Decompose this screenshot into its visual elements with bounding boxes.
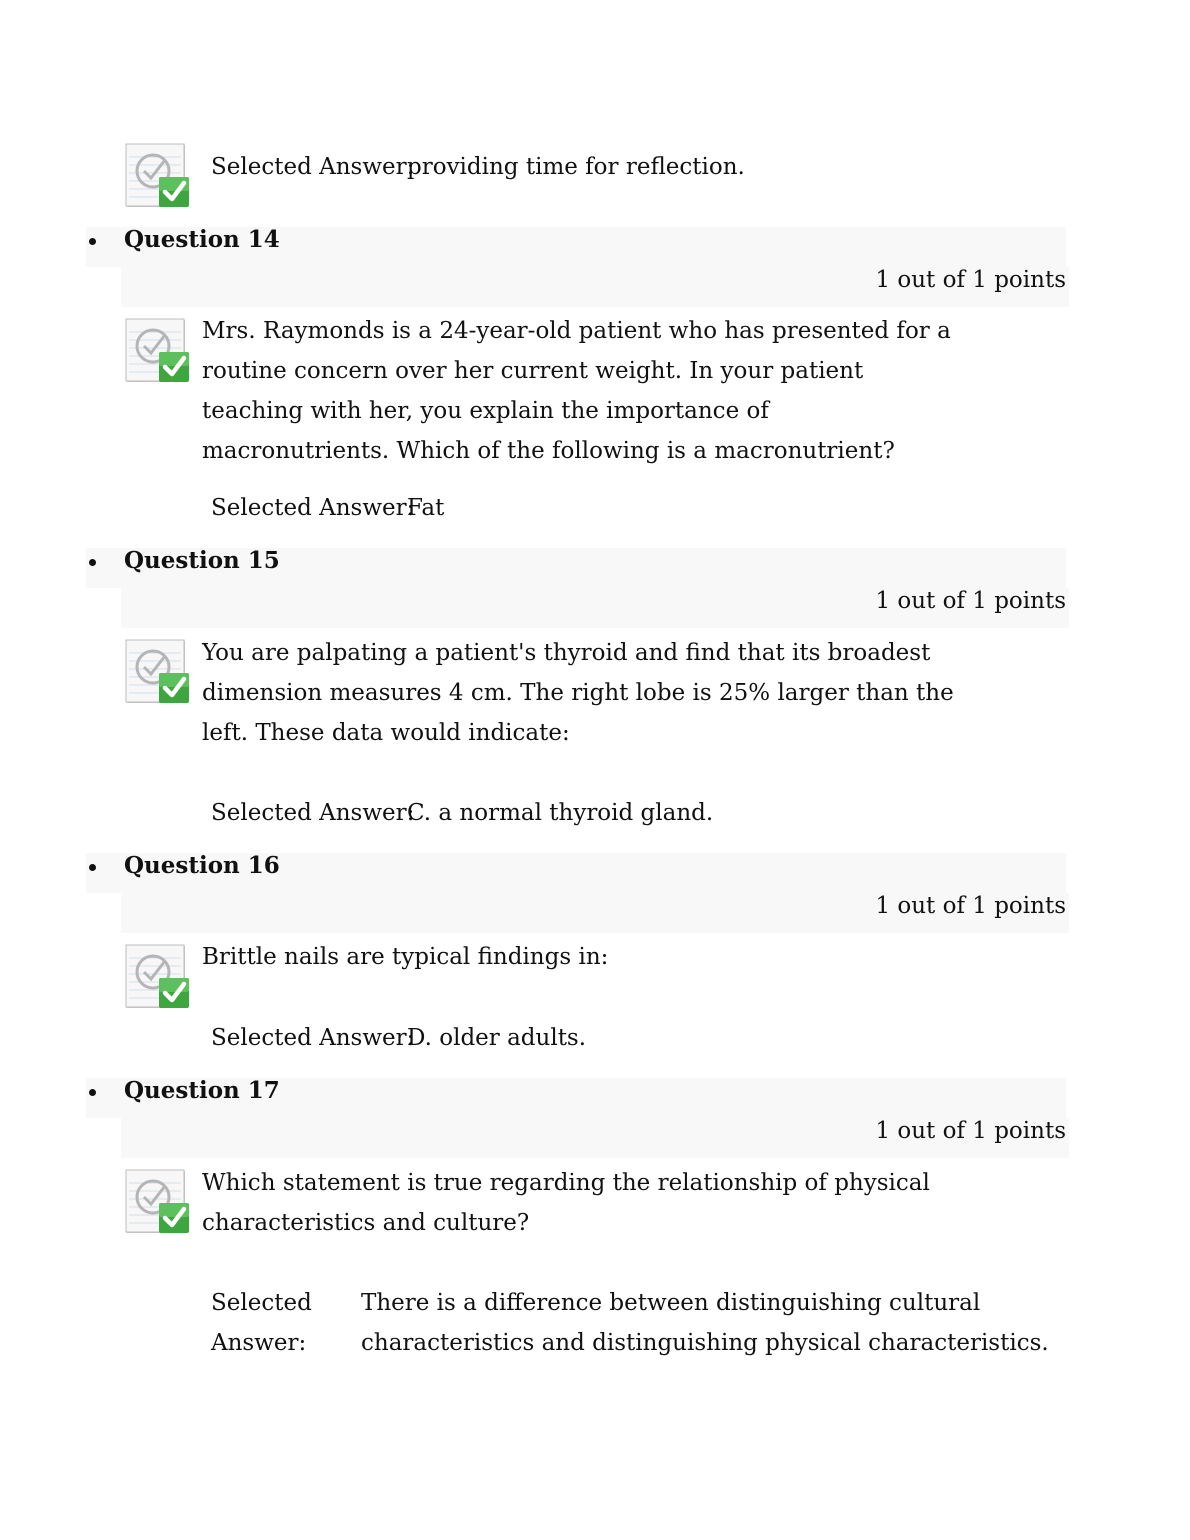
selected-answer-value: C. a normal thyroid gland. bbox=[407, 800, 714, 826]
selected-answer-label-line2: Answer: bbox=[211, 1330, 307, 1356]
bullet bbox=[89, 1089, 96, 1096]
correct-answer-icon bbox=[125, 318, 191, 384]
question-points: 1 out of 1 points bbox=[875, 1118, 1066, 1144]
correct-answer-icon bbox=[125, 143, 191, 209]
question-text: Mrs. Raymonds is a 24-year-old patient who has presented for a routine concern over her current weight. In your patient teaching with her, you explain the importance of macronutrients. Which of the following is a macronutrient? bbox=[202, 318, 951, 464]
bullet bbox=[89, 238, 96, 245]
bullet bbox=[89, 864, 96, 871]
selected-answer-value-line1: There is a difference between distinguishing cultural bbox=[361, 1290, 981, 1316]
selected-answer-label: Selected Answer: bbox=[211, 1025, 415, 1051]
question-title: Question 16 bbox=[124, 852, 280, 879]
selected-answer-value: D. older adults. bbox=[407, 1025, 587, 1051]
selected-answer-value: Fat bbox=[407, 495, 445, 521]
correct-answer-icon bbox=[125, 1169, 191, 1235]
question-text: Brittle nails are typical findings in: bbox=[202, 944, 609, 970]
correct-answer-icon bbox=[125, 639, 191, 705]
question-title: Question 17 bbox=[124, 1077, 280, 1104]
selected-answer-label: Selected Answer: bbox=[211, 800, 415, 826]
question-points: 1 out of 1 points bbox=[875, 267, 1066, 293]
bullet bbox=[89, 559, 96, 566]
selected-answer-value-line2: characteristics and distinguishing physical characteristics. bbox=[361, 1330, 1049, 1356]
selected-answer-label: Selected Answer: bbox=[211, 154, 415, 180]
question-text: You are palpating a patient's thyroid and find that its broadest dimension measures 4 cm. The right lobe is 25% larger than the left. These data would indicate: bbox=[202, 640, 954, 746]
question-points: 1 out of 1 points bbox=[875, 588, 1066, 614]
selected-answer-label: Selected Answer: bbox=[211, 495, 415, 521]
question-title: Question 14 bbox=[124, 226, 280, 253]
question-points: 1 out of 1 points bbox=[875, 893, 1066, 919]
correct-answer-icon bbox=[125, 944, 191, 1010]
question-title: Question 15 bbox=[124, 547, 280, 574]
selected-answer-value: providing time for reflection. bbox=[407, 154, 745, 180]
question-text: Which statement is true regarding the relationship of physical characteristics and culture? bbox=[202, 1170, 930, 1236]
selected-answer-label-line1: Selected bbox=[211, 1290, 312, 1316]
